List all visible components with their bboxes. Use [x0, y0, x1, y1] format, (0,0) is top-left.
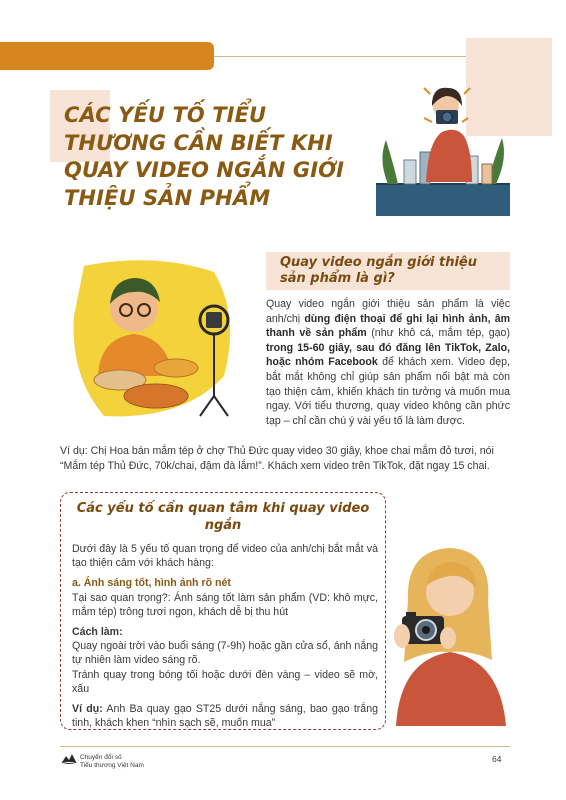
- intro-text-3: để khách xem. Video đẹp, bắt mắt không chỉ giúp sản phẩm nổi bật mà còn tạo thiện cảm, khiến khách tin tưởng và muốn mua ngay. Với tiểu thương, quay video không cần phức tạp – chỉ cần chú ý vài yếu tố là làm được.: [266, 356, 510, 427]
- factor-a-heading: a. Ánh sáng tốt, hình ảnh rõ nét: [72, 577, 231, 590]
- intro-text-2: (như khô cá, mắm tép, gạo): [366, 327, 510, 340]
- intro-bold-2: trong 15-60 giây, sau đó đăng lên TikTok, Zalo, hoặc nhóm Facebook: [266, 341, 510, 369]
- section-heading: Quay video ngắn giới thiệu sản phẩm là gì?: [280, 255, 477, 286]
- page-title: CÁC YẾU TỐ TIỂU THƯƠNG CẦN BIẾT KHI QUAY VIDEO NGẮN GIỚI THIỆU SẢN PHẨM: [64, 103, 344, 210]
- factors-box-title: Các yếu tố cần quan tâm khi quay video ngắn: [76, 501, 370, 533]
- footer-brand: [80, 754, 144, 769]
- section-intro: [266, 297, 510, 428]
- footer-brand-line2: Tiểu thương Việt Nam: [80, 761, 144, 769]
- food-vlogger-illustration: [64, 256, 260, 424]
- header-accent-bar: [0, 42, 214, 70]
- intro-text-1: Quay video ngắn giới thiệu sản phẩm là việc anh/chị: [266, 298, 510, 325]
- factor-a-example: [72, 702, 378, 730]
- factor-a-how-2: Tránh quay trong bóng tối hoặc dưới đèn vàng – video sẽ mờ, xấu: [72, 668, 378, 695]
- footer-brand-line1: Chuyển đổi số: [80, 754, 122, 761]
- factor-a-example-text: Anh Ba quay gạo ST25 dưới nắng sáng, bao gạo trắng tinh, khách khen “nhìn sạch sẽ, muốn mua”: [72, 703, 378, 730]
- factors-box-body: [72, 542, 378, 730]
- intro-bold-1: dùng điện thoại để ghi lại hình ảnh, âm thanh về sản phẩm: [266, 312, 511, 340]
- section-example: Ví dụ: Chị Hoa bán mắm tép ở chợ Thủ Đức quay video 30 giây, khoe chai mắm đỏ tươi, nói “Mắm tép Thủ Đức, 70k/chai, đậm đà lắm!”. Khách xem video trên TikTok, đặt ngay 15 chai.: [60, 445, 494, 472]
- brand-logo-icon: [60, 752, 78, 766]
- factor-a-how-label: Cách làm:: [72, 626, 123, 639]
- factor-a-example-label: Ví dụ:: [72, 703, 103, 716]
- factors-intro: Dưới đây là 5 yếu tố quan trọng để video của anh/chị bắt mắt và tạo thiện cảm với khách hàng:: [72, 543, 378, 570]
- woman-camera-illustration: [388, 540, 514, 726]
- photographer-illustration: [368, 80, 518, 216]
- factor-a-how-1: Quay ngoài trời vào buổi sáng (7-9h) hoặc gần cửa sổ, ánh nắng tự nhiên làm video sáng rõ.: [72, 640, 378, 667]
- page-number: 64: [492, 754, 502, 764]
- factor-a-why: Tại sao quan trọng?: Ánh sáng tốt làm sản phẩm (VD: khô mực, mắm tép) trông tươi ngon, khách dễ bị thu hút: [72, 591, 378, 618]
- footer-rule: [60, 746, 510, 747]
